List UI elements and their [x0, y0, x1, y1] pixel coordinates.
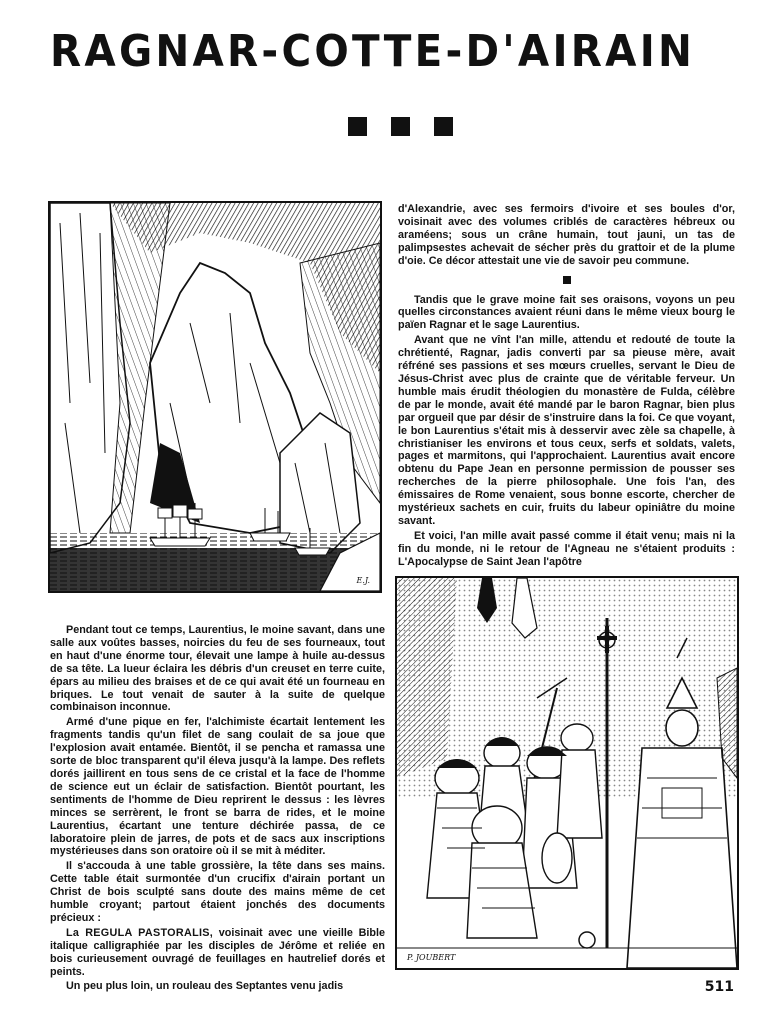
paragraph: d'Alexandrie, avec ses fermoirs d'ivoire et ses boules d'or, voisinait avec des volumes criblés de caractères hébreux ou araméens; sous un crâne humain, tout jauni, un tas de palimpsestes achevait de sécher près du grattoir et de la plume d'oie. Ce décor attestait une vie de savoir peu commune. [398, 203, 735, 267]
article-title: RAGNAR-COTTE-D'AIRAIN [50, 26, 696, 77]
title-ornament [348, 117, 453, 136]
illustration-signature: P. JOUBERT [407, 953, 456, 962]
ornament-square [434, 117, 453, 136]
paragraph: Tandis que le grave moine fait ses oraisons, voyons un peu quelles circonstances avaient réuni dans le même vieux bourg le païen Ragnar et le sage Laurentius. [398, 293, 735, 332]
paragraph: Avant que ne vînt l'an mille, attendu et redouté de toute la chrétienté, Ragnar, jadis converti par sa pieuse mère, avait réfréné ses passions et ses mœurs cruelles, servant le Dieu de Jésus-Christ avec plus de crainte que de véritable ferveur. Un humble mais érudit théologien du monastère de Fulda, célèbre de par le monde, avait été mandé par le baron Ragnar, bien plus par orgueil que par désir de s'instruire dans la foi. Ce que voyant, le bon Laurentius s'était mis à desservir avec zèle sa chapelle, à christianiser les environs et tous ceux, serfs et soldats, valets, pages et marmitons, qui l'approchaient. Laurentius avait encore obtenu du Pape Jean en personne permission de pousser ses recherches de la pierre philosophale. Une fois l'an, des émissaires de Rome venaient, sous bonne escorte, chercher de mystérieux sachets en cuir, fruits du labeur opiniâtre du moine savant. [398, 334, 735, 527]
left-column [50, 624, 385, 995]
ornament-square [348, 117, 367, 136]
paragraph: Et voici, l'an mille avait passé comme il était venu; mais ni la fin du monde, ni le retour de l'Agneau ne s'étaient produits : L'Apocalypse de Saint Jean l'apôtre [398, 529, 735, 568]
paragraph: Un peu plus loin, un rouleau des Septantes venu jadis [66, 980, 344, 993]
ornament-square [391, 117, 410, 136]
paragraph: Armé d'une pique en fer, l'alchimiste écartait lentement les fragments tandis qu'un filet de sang coulait de sa joue que l'explosion avait entamée. Bientôt, il se pencha et ramassa une sorte de bloc transparent qu'il éleva jusqu'à la lampe. Des reflets dorés jaillirent en tous sens de ce cristal et la face de l'homme de science eut un éclair de satisfaction. Bientôt pourtant, les sentiments de l'homme de Dieu reprirent le dessus : les lèvres minces se serrèrent, le front se barra de rides, et le moine Laurentius, écartant une tenture déchirée passa, de ce laboratoire plein de jarres, de pots et de sacs aux inscriptions mystérieuses dans son oratoire où il se mit à méditer. [50, 716, 385, 858]
right-column [398, 203, 735, 571]
paragraph: Il s'accouda à une table grossière, la tête dans ses mains. Cette table était surmontée d'un crucifix d'airain portant un Christ de bois sculpté sans doute des mains même de cet humble croyant; partout étaient jonchés des documents précieux : [50, 860, 385, 924]
book-title: La REGULA PASTORALIS, [66, 926, 214, 939]
illustration-cliffs-ships [48, 201, 382, 593]
illustration-warriors-bishop [395, 576, 739, 970]
page-number: 511 [704, 979, 734, 995]
section-separator [563, 276, 571, 284]
illustration-signature: E.J. [356, 576, 370, 585]
paragraph-text: voisinait avec une vieille Bible italique calligraphiée par les disciples de Jérôme et reliée en bois curieusement ouvragé de feuillages en hautrelief dorés et peints. [50, 926, 386, 978]
paragraph [50, 927, 385, 979]
paragraph: Pendant tout ce temps, Laurentius, le moine savant, dans une salle aux voûtes basses, noircies du feu de ses fourneaux, tout en haut d'une énorme tour, élevait une lampe à huile au-dessus de sa tête. La lueur éclaira les débris d'un creuset en terre cuite, épars au milieu des braises et de ce qui avait été un fourneau en briques. Le tout venait de sauter à la suite de quelque combinaison inconnue. [50, 624, 385, 714]
